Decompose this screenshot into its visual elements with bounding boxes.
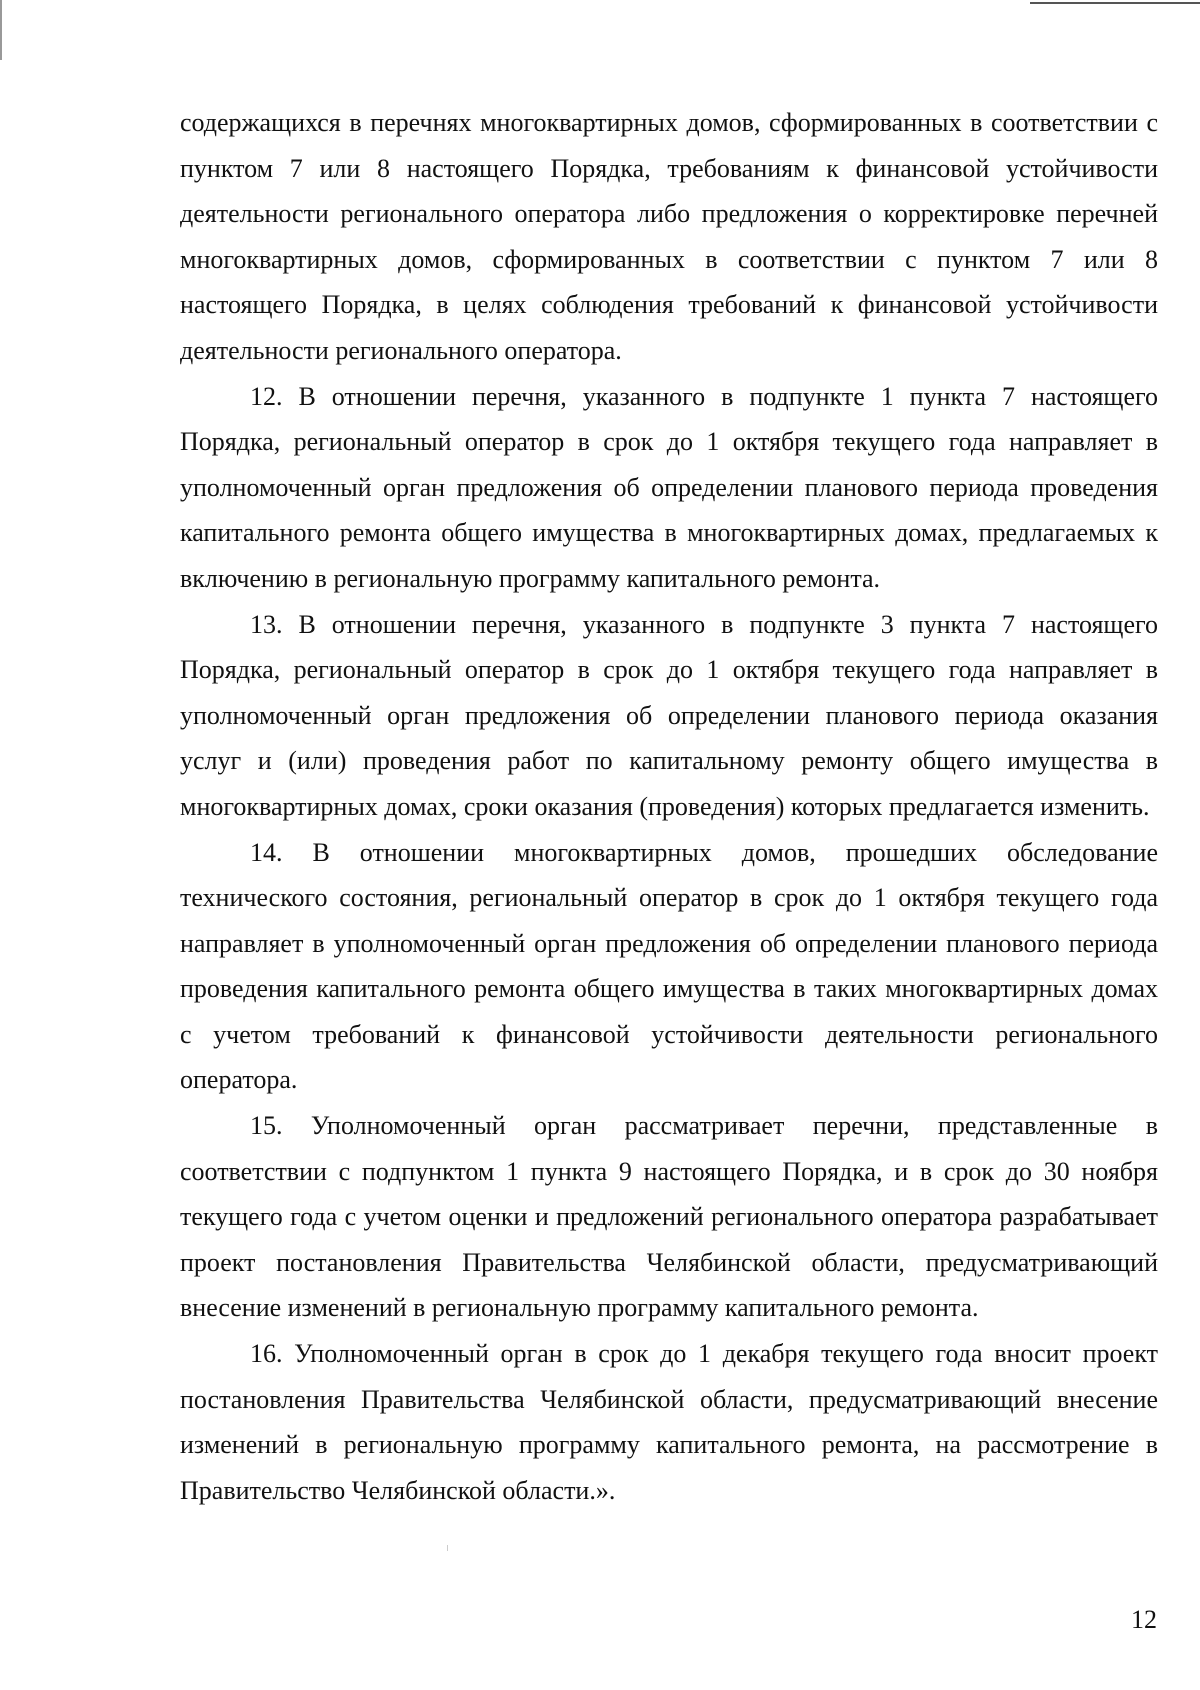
scan-top-rule	[1030, 2, 1200, 4]
paragraph-15: 15. Уполномоченный орган рассматривает перечни, представленные в соответствии с подпунктом 1 пункта 9 настоящего Порядка, и в срок до 30 ноября текущего года с учетом оценки и предложений регионального оператора разрабатывает проект постановления Правительства Челябинской области, предусматривающий внесение изменений в региональную программу капитального ремонта.	[180, 1111, 1158, 1323]
document-body	[180, 100, 1158, 1513]
paragraph-12: 12. В отношении перечня, указанного в подпункте 1 пункта 7 настоящего Порядка, региональный оператор в срок до 1 октября текущего года направляет в уполномоченный орган предложения об определении планового периода проведения капитального ремонта общего имущества в многоквартирных домах, предлагаемых к включению в региональную программу капитального ремонта.	[180, 381, 1158, 593]
paragraph-16: 16. Уполномоченный орган в срок до 1 декабря текущего года вносит проект постановления Правительства Челябинской области, предусматривающий внесение изменений в региональную программу капитального ремонта, на рассмотрение в Правительство Челябинской области.».	[180, 1339, 1158, 1505]
scan-left-edge	[0, 0, 2, 60]
paragraph-13: 13. В отношении перечня, указанного в подпункте 3 пункта 7 настоящего Порядка, региональный оператор в срок до 1 октября текущего года направляет в уполномоченный орган предложения об определении планового периода оказания услуг и (или) проведения работ по капитальному ремонту общего имущества в многоквартирных домах, сроки оказания (проведения) которых предлагается изменить.	[180, 609, 1158, 821]
paragraph-14: 14. В отношении многоквартирных домов, прошедших обследование технического состояния, региональный оператор в срок до 1 октября текущего года направляет в уполномоченный орган предложения об определении планового периода проведения капитального ремонта общего имущества в таких многоквартирных домах с учетом требований к финансовой устойчивости деятельности регионального оператора.	[180, 837, 1158, 1095]
paragraph-continuation: содержащихся в перечнях многоквартирных домов, сформированных в соответствии с пунктом 7 или 8 настоящего Порядка, требованиям к финансовой устойчивости деятельности регионального оператора либо предложения о корректировке перечней многоквартирных домов, сформированных в соответствии с пунктом 7 или 8 настоящего Порядка, в целях соблюдения требований к финансовой устойчивости деятельности регионального оператора.	[180, 108, 1158, 365]
page-number: 12	[1131, 1605, 1157, 1634]
scan-speck	[447, 1545, 448, 1551]
